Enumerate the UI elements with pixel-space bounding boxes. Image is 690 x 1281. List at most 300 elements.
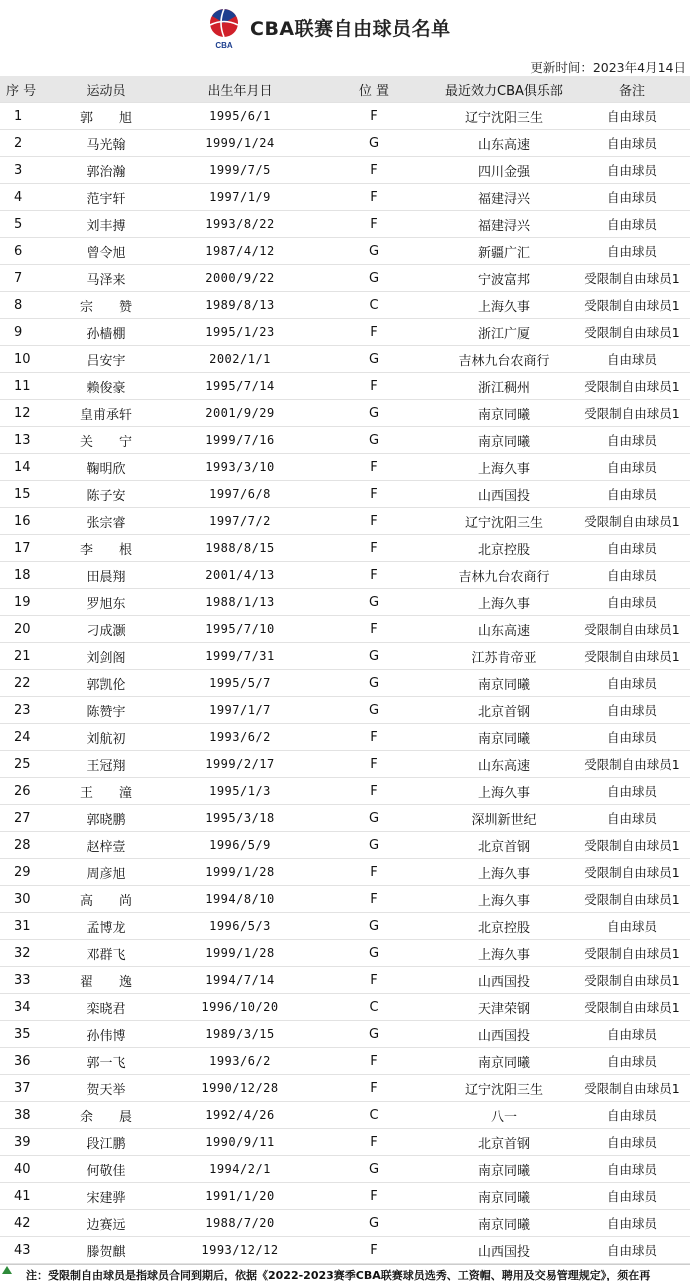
club-name: 吉林九台农商行 bbox=[434, 562, 574, 589]
player-name: 刘航初 bbox=[46, 724, 166, 751]
birth-date: 1996/10/20 bbox=[166, 994, 314, 1021]
position: F bbox=[314, 373, 434, 400]
status-note: 受限制自由球员1 bbox=[574, 832, 690, 859]
birth-date: 1997/1/9 bbox=[166, 184, 314, 211]
table-row bbox=[0, 724, 690, 751]
position: F bbox=[314, 535, 434, 562]
status-note: 自由球员 bbox=[574, 427, 690, 454]
table-row bbox=[0, 1021, 690, 1048]
birth-date: 1995/7/10 bbox=[166, 616, 314, 643]
table-row bbox=[0, 1237, 690, 1264]
table-row bbox=[0, 616, 690, 643]
table-row bbox=[0, 319, 690, 346]
updated-date: 更新时间：2023年4月14日 bbox=[530, 60, 686, 75]
player-name: 赖俊豪 bbox=[46, 373, 166, 400]
position: G bbox=[314, 940, 434, 967]
status-note: 自由球员 bbox=[574, 184, 690, 211]
status-note: 受限制自由球员1 bbox=[574, 967, 690, 994]
table-row bbox=[0, 1210, 690, 1237]
status-note: 自由球员 bbox=[574, 805, 690, 832]
col-header-position: 位 置 bbox=[314, 76, 434, 103]
table-row bbox=[0, 1102, 690, 1129]
club-name: 上海久事 bbox=[434, 940, 574, 967]
row-index: 28 bbox=[0, 832, 46, 859]
free-agent-table bbox=[0, 76, 690, 1264]
birth-date: 1999/7/31 bbox=[166, 643, 314, 670]
player-name: 邓群飞 bbox=[46, 940, 166, 967]
table-row bbox=[0, 346, 690, 373]
club-name: 江苏肯帝亚 bbox=[434, 643, 574, 670]
table-row bbox=[0, 886, 690, 913]
player-name: 鞠明欣 bbox=[46, 454, 166, 481]
status-note: 自由球员 bbox=[574, 1183, 690, 1210]
table-row bbox=[0, 670, 690, 697]
row-index: 35 bbox=[0, 1021, 46, 1048]
club-name: 南京同曦 bbox=[434, 724, 574, 751]
player-name: 何敬佳 bbox=[46, 1156, 166, 1183]
row-index: 22 bbox=[0, 670, 46, 697]
club-name: 吉林九台农商行 bbox=[434, 346, 574, 373]
club-name: 上海久事 bbox=[434, 778, 574, 805]
position: F bbox=[314, 616, 434, 643]
table-row bbox=[0, 859, 690, 886]
birth-date: 1993/3/10 bbox=[166, 454, 314, 481]
player-name: 高 尚 bbox=[46, 886, 166, 913]
club-name: 宁波富邦 bbox=[434, 265, 574, 292]
table-row bbox=[0, 130, 690, 157]
player-name: 吕安宇 bbox=[46, 346, 166, 373]
player-name: 孙伟博 bbox=[46, 1021, 166, 1048]
status-note: 受限制自由球员1 bbox=[574, 994, 690, 1021]
row-index: 34 bbox=[0, 994, 46, 1021]
club-name: 南京同曦 bbox=[434, 1048, 574, 1075]
table-row bbox=[0, 481, 690, 508]
player-name: 段江鹏 bbox=[46, 1129, 166, 1156]
position: G bbox=[314, 427, 434, 454]
position: G bbox=[314, 697, 434, 724]
row-index: 30 bbox=[0, 886, 46, 913]
birth-date: 1990/9/11 bbox=[166, 1129, 314, 1156]
birth-date: 1992/4/26 bbox=[166, 1102, 314, 1129]
player-name: 范宇轩 bbox=[46, 184, 166, 211]
player-name: 关 宁 bbox=[46, 427, 166, 454]
birth-date: 1994/7/14 bbox=[166, 967, 314, 994]
club-name: 上海久事 bbox=[434, 589, 574, 616]
col-header-player: 运动员 bbox=[46, 76, 166, 103]
position: G bbox=[314, 643, 434, 670]
position: G bbox=[314, 400, 434, 427]
status-note: 自由球员 bbox=[574, 778, 690, 805]
club-name: 北京首钢 bbox=[434, 1129, 574, 1156]
table-row bbox=[0, 1183, 690, 1210]
position: G bbox=[314, 670, 434, 697]
position: F bbox=[314, 1048, 434, 1075]
row-index: 11 bbox=[0, 373, 46, 400]
status-note: 受限制自由球员1 bbox=[574, 886, 690, 913]
status-note: 自由球员 bbox=[574, 238, 690, 265]
status-note: 受限制自由球员1 bbox=[574, 400, 690, 427]
position: F bbox=[314, 454, 434, 481]
position: G bbox=[314, 238, 434, 265]
row-index: 13 bbox=[0, 427, 46, 454]
row-index: 6 bbox=[0, 238, 46, 265]
status-note: 受限制自由球员1 bbox=[574, 751, 690, 778]
club-name: 山西国投 bbox=[434, 1021, 574, 1048]
player-name: 郭 旭 bbox=[46, 103, 166, 130]
club-name: 八一 bbox=[434, 1102, 574, 1129]
status-note: 受限制自由球员1 bbox=[574, 292, 690, 319]
footer-note: 注：受限制自由球员是指球员合同到期后，依据《2022-2023赛季CBA联赛球员选秀、工资帽、聘用及交易管理规定》，须在再 bbox=[26, 1269, 651, 1281]
table-row bbox=[0, 238, 690, 265]
birth-date: 1994/2/1 bbox=[166, 1156, 314, 1183]
player-name: 郭一飞 bbox=[46, 1048, 166, 1075]
table-row bbox=[0, 1048, 690, 1075]
status-note: 自由球员 bbox=[574, 1156, 690, 1183]
row-index: 7 bbox=[0, 265, 46, 292]
table-row bbox=[0, 454, 690, 481]
birth-date: 1999/2/17 bbox=[166, 751, 314, 778]
player-name: 马光翰 bbox=[46, 130, 166, 157]
birth-date: 1999/7/5 bbox=[166, 157, 314, 184]
birth-date: 1993/8/22 bbox=[166, 211, 314, 238]
status-note: 受限制自由球员1 bbox=[574, 265, 690, 292]
row-index: 10 bbox=[0, 346, 46, 373]
row-index: 1 bbox=[0, 103, 46, 130]
birth-date: 1995/1/3 bbox=[166, 778, 314, 805]
row-index: 14 bbox=[0, 454, 46, 481]
position: F bbox=[314, 1183, 434, 1210]
table-row bbox=[0, 184, 690, 211]
club-name: 南京同曦 bbox=[434, 670, 574, 697]
table-row bbox=[0, 697, 690, 724]
col-header-birthdate: 出生年月日 bbox=[166, 76, 314, 103]
status-note: 自由球员 bbox=[574, 454, 690, 481]
club-name: 辽宁沈阳三生 bbox=[434, 1075, 574, 1102]
status-note: 自由球员 bbox=[574, 103, 690, 130]
club-name: 山西国投 bbox=[434, 481, 574, 508]
logo-text: CBA bbox=[215, 41, 233, 50]
table-row bbox=[0, 508, 690, 535]
status-note: 自由球员 bbox=[574, 670, 690, 697]
table-row bbox=[0, 211, 690, 238]
row-index: 41 bbox=[0, 1183, 46, 1210]
birth-date: 2001/9/29 bbox=[166, 400, 314, 427]
club-name: 山西国投 bbox=[434, 967, 574, 994]
row-index: 39 bbox=[0, 1129, 46, 1156]
status-note: 自由球员 bbox=[574, 589, 690, 616]
birth-date: 1999/1/24 bbox=[166, 130, 314, 157]
row-index: 20 bbox=[0, 616, 46, 643]
status-note: 自由球员 bbox=[574, 535, 690, 562]
table-row bbox=[0, 400, 690, 427]
status-note: 受限制自由球员1 bbox=[574, 319, 690, 346]
player-name: 陈赞宇 bbox=[46, 697, 166, 724]
player-name: 周彦旭 bbox=[46, 859, 166, 886]
position: F bbox=[314, 103, 434, 130]
position: G bbox=[314, 913, 434, 940]
player-name: 皇甫承轩 bbox=[46, 400, 166, 427]
position: F bbox=[314, 1075, 434, 1102]
player-name: 张宗睿 bbox=[46, 508, 166, 535]
table-row bbox=[0, 994, 690, 1021]
position: G bbox=[314, 1021, 434, 1048]
club-name: 山东高速 bbox=[434, 616, 574, 643]
position: F bbox=[314, 562, 434, 589]
position: F bbox=[314, 319, 434, 346]
page-header bbox=[0, 0, 690, 56]
table-row bbox=[0, 940, 690, 967]
status-note: 自由球员 bbox=[574, 913, 690, 940]
table-row bbox=[0, 778, 690, 805]
position: G bbox=[314, 265, 434, 292]
birth-date: 2000/9/22 bbox=[166, 265, 314, 292]
club-name: 北京控股 bbox=[434, 913, 574, 940]
player-name: 刘丰搏 bbox=[46, 211, 166, 238]
birth-date: 1997/7/2 bbox=[166, 508, 314, 535]
table-row bbox=[0, 1075, 690, 1102]
row-index: 36 bbox=[0, 1048, 46, 1075]
player-name: 王 潼 bbox=[46, 778, 166, 805]
player-name: 曾令旭 bbox=[46, 238, 166, 265]
club-name: 南京同曦 bbox=[434, 1156, 574, 1183]
position: C bbox=[314, 1102, 434, 1129]
club-name: 南京同曦 bbox=[434, 1183, 574, 1210]
club-name: 深圳新世纪 bbox=[434, 805, 574, 832]
table-row bbox=[0, 157, 690, 184]
club-name: 北京首钢 bbox=[434, 832, 574, 859]
position: F bbox=[314, 751, 434, 778]
row-index: 9 bbox=[0, 319, 46, 346]
position: G bbox=[314, 832, 434, 859]
position: F bbox=[314, 481, 434, 508]
club-name: 山东高速 bbox=[434, 130, 574, 157]
birth-date: 1995/6/1 bbox=[166, 103, 314, 130]
row-index: 2 bbox=[0, 130, 46, 157]
position: G bbox=[314, 130, 434, 157]
row-index: 12 bbox=[0, 400, 46, 427]
row-index: 37 bbox=[0, 1075, 46, 1102]
club-name: 北京首钢 bbox=[434, 697, 574, 724]
player-name: 郭治瀚 bbox=[46, 157, 166, 184]
club-name: 北京控股 bbox=[434, 535, 574, 562]
table-row bbox=[0, 427, 690, 454]
birth-date: 1997/6/8 bbox=[166, 481, 314, 508]
club-name: 上海久事 bbox=[434, 859, 574, 886]
row-index: 8 bbox=[0, 292, 46, 319]
status-note: 自由球员 bbox=[574, 157, 690, 184]
player-name: 赵梓壹 bbox=[46, 832, 166, 859]
position: G bbox=[314, 346, 434, 373]
table-row bbox=[0, 1129, 690, 1156]
club-name: 福建浔兴 bbox=[434, 211, 574, 238]
position: G bbox=[314, 1210, 434, 1237]
status-note: 自由球员 bbox=[574, 724, 690, 751]
table-row bbox=[0, 292, 690, 319]
table-row bbox=[0, 535, 690, 562]
row-index: 18 bbox=[0, 562, 46, 589]
birth-date: 1996/5/3 bbox=[166, 913, 314, 940]
birth-date: 2002/1/1 bbox=[166, 346, 314, 373]
col-header-note: 备注 bbox=[574, 76, 690, 103]
table-row bbox=[0, 1156, 690, 1183]
table-row bbox=[0, 103, 690, 130]
player-name: 孟博龙 bbox=[46, 913, 166, 940]
birth-date: 1997/1/7 bbox=[166, 697, 314, 724]
position: F bbox=[314, 1237, 434, 1264]
row-index: 38 bbox=[0, 1102, 46, 1129]
player-name: 罗旭东 bbox=[46, 589, 166, 616]
player-name: 李 根 bbox=[46, 535, 166, 562]
position: F bbox=[314, 211, 434, 238]
position: G bbox=[314, 805, 434, 832]
table-row bbox=[0, 805, 690, 832]
table-row bbox=[0, 643, 690, 670]
row-index: 17 bbox=[0, 535, 46, 562]
player-name: 郭晓鹏 bbox=[46, 805, 166, 832]
club-name: 上海久事 bbox=[434, 292, 574, 319]
club-name: 山东高速 bbox=[434, 751, 574, 778]
status-note: 受限制自由球员1 bbox=[574, 616, 690, 643]
position: G bbox=[314, 589, 434, 616]
birth-date: 1993/6/2 bbox=[166, 724, 314, 751]
status-note: 自由球员 bbox=[574, 130, 690, 157]
status-note: 受限制自由球员1 bbox=[574, 373, 690, 400]
status-note: 受限制自由球员1 bbox=[574, 643, 690, 670]
row-index: 4 bbox=[0, 184, 46, 211]
status-note: 自由球员 bbox=[574, 1048, 690, 1075]
row-index: 25 bbox=[0, 751, 46, 778]
status-note: 自由球员 bbox=[574, 697, 690, 724]
position: F bbox=[314, 157, 434, 184]
birth-date: 1996/5/9 bbox=[166, 832, 314, 859]
birth-date: 1989/3/15 bbox=[166, 1021, 314, 1048]
player-name: 翟 逸 bbox=[46, 967, 166, 994]
birth-date: 1991/1/20 bbox=[166, 1183, 314, 1210]
club-name: 浙江稠州 bbox=[434, 373, 574, 400]
row-index: 15 bbox=[0, 481, 46, 508]
position: F bbox=[314, 724, 434, 751]
club-name: 南京同曦 bbox=[434, 427, 574, 454]
position: F bbox=[314, 778, 434, 805]
player-name: 宋建骅 bbox=[46, 1183, 166, 1210]
table-row bbox=[0, 967, 690, 994]
table-row bbox=[0, 589, 690, 616]
club-name: 上海久事 bbox=[434, 454, 574, 481]
birth-date: 1995/5/7 bbox=[166, 670, 314, 697]
player-name: 孙樯棚 bbox=[46, 319, 166, 346]
row-index: 32 bbox=[0, 940, 46, 967]
position: F bbox=[314, 1129, 434, 1156]
row-index: 24 bbox=[0, 724, 46, 751]
row-index: 29 bbox=[0, 859, 46, 886]
status-note: 自由球员 bbox=[574, 1237, 690, 1264]
position: C bbox=[314, 292, 434, 319]
birth-date: 1995/1/23 bbox=[166, 319, 314, 346]
birth-date: 2001/4/13 bbox=[166, 562, 314, 589]
birth-date: 1999/7/16 bbox=[166, 427, 314, 454]
birth-date: 1987/4/12 bbox=[166, 238, 314, 265]
player-name: 田晨翔 bbox=[46, 562, 166, 589]
row-index: 26 bbox=[0, 778, 46, 805]
club-name: 辽宁沈阳三生 bbox=[434, 103, 574, 130]
corner-triangle-icon bbox=[2, 1266, 12, 1274]
birth-date: 1995/3/18 bbox=[166, 805, 314, 832]
birth-date: 1993/6/2 bbox=[166, 1048, 314, 1075]
player-name: 郭凯伦 bbox=[46, 670, 166, 697]
table-row bbox=[0, 832, 690, 859]
row-index: 40 bbox=[0, 1156, 46, 1183]
col-header-club: 最近效力CBA俱乐部 bbox=[434, 76, 574, 103]
club-name: 天津荣钢 bbox=[434, 994, 574, 1021]
birth-date: 1988/7/20 bbox=[166, 1210, 314, 1237]
birth-date: 1999/1/28 bbox=[166, 859, 314, 886]
status-note: 自由球员 bbox=[574, 481, 690, 508]
row-index: 5 bbox=[0, 211, 46, 238]
player-name: 贺天举 bbox=[46, 1075, 166, 1102]
club-name: 福建浔兴 bbox=[434, 184, 574, 211]
position: F bbox=[314, 508, 434, 535]
table-row bbox=[0, 373, 690, 400]
position: F bbox=[314, 859, 434, 886]
col-header-index: 序 号 bbox=[0, 76, 46, 103]
position: G bbox=[314, 1156, 434, 1183]
birth-date: 1990/12/28 bbox=[166, 1075, 314, 1102]
position: F bbox=[314, 886, 434, 913]
birth-date: 1989/8/13 bbox=[166, 292, 314, 319]
status-note: 自由球员 bbox=[574, 1210, 690, 1237]
status-note: 自由球员 bbox=[574, 1129, 690, 1156]
table-row bbox=[0, 265, 690, 292]
club-name: 上海久事 bbox=[434, 886, 574, 913]
row-index: 16 bbox=[0, 508, 46, 535]
table-row bbox=[0, 751, 690, 778]
cba-logo-icon bbox=[206, 8, 242, 50]
player-name: 宗 赞 bbox=[46, 292, 166, 319]
row-index: 43 bbox=[0, 1237, 46, 1264]
status-note: 自由球员 bbox=[574, 346, 690, 373]
row-index: 19 bbox=[0, 589, 46, 616]
player-name: 王冠翔 bbox=[46, 751, 166, 778]
table-header-row bbox=[0, 76, 690, 103]
club-name: 南京同曦 bbox=[434, 1210, 574, 1237]
row-index: 33 bbox=[0, 967, 46, 994]
status-note: 受限制自由球员1 bbox=[574, 940, 690, 967]
club-name: 四川金强 bbox=[434, 157, 574, 184]
birth-date: 1988/1/13 bbox=[166, 589, 314, 616]
table-row bbox=[0, 913, 690, 940]
row-index: 21 bbox=[0, 643, 46, 670]
row-index: 3 bbox=[0, 157, 46, 184]
status-note: 自由球员 bbox=[574, 562, 690, 589]
position: C bbox=[314, 994, 434, 1021]
birth-date: 1994/8/10 bbox=[166, 886, 314, 913]
position: F bbox=[314, 967, 434, 994]
position: F bbox=[314, 184, 434, 211]
row-index: 31 bbox=[0, 913, 46, 940]
status-note: 自由球员 bbox=[574, 1021, 690, 1048]
player-name: 陈子安 bbox=[46, 481, 166, 508]
row-index: 23 bbox=[0, 697, 46, 724]
status-note: 自由球员 bbox=[574, 211, 690, 238]
club-name: 南京同曦 bbox=[434, 400, 574, 427]
player-name: 余 晨 bbox=[46, 1102, 166, 1129]
page-title: CBA联赛自由球员名单 bbox=[250, 18, 451, 40]
birth-date: 1988/8/15 bbox=[166, 535, 314, 562]
birth-date: 1999/1/28 bbox=[166, 940, 314, 967]
table-row bbox=[0, 562, 690, 589]
row-index: 27 bbox=[0, 805, 46, 832]
club-name: 新疆广汇 bbox=[434, 238, 574, 265]
